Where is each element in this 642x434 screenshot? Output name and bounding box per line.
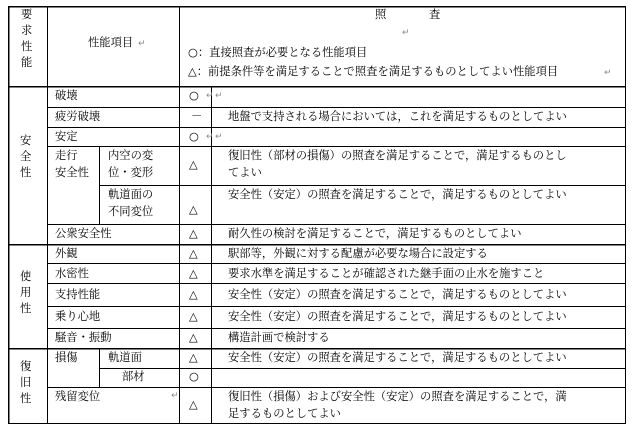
row-kobo-note: 耐久性の検討を満足することで，満足するものとしてよい: [228, 227, 522, 240]
row-hiro-mark: －: [191, 110, 203, 123]
row-soko-note1-b: てよい: [228, 166, 262, 179]
row-kobo-mark: △: [189, 227, 198, 240]
row-suimitsu-note: 要求水準を満足することが確認された継手面の止水を施すこと: [228, 267, 545, 280]
legend-circle: ○：直接照査が必要となる性能項目: [188, 46, 368, 59]
row-sonsho-sub1: 軌道面: [108, 351, 142, 364]
row-soko-note2: 安全性（安定）の照査を満足することで，満足するものとしてよい: [228, 188, 567, 201]
para-mark: ↵: [215, 91, 223, 101]
safety-char-2: 全: [20, 150, 32, 163]
row-soko-item-2: 安全性: [55, 166, 89, 179]
para-mark: ↵: [171, 391, 179, 401]
req-col-char-3: 性: [21, 40, 33, 53]
para-mark: ↵: [206, 91, 214, 101]
row-antei-item: 安定: [55, 130, 78, 143]
row-soon-item: 騒音・振動: [55, 331, 112, 344]
usability-char-1: 使: [20, 270, 32, 283]
row-zanryu-note-b: 足するものとしてよい: [228, 407, 341, 420]
row-shiji-note: 安全性（安定）の照査を満足することで，満足するものとしてよい: [228, 288, 567, 301]
row-norigokochi-note: 安全性（安定）の照査を満足することで，満足するものとしてよい: [228, 310, 567, 323]
row-sonsho-mark1: △: [189, 351, 198, 364]
usability-char-2: 用: [20, 286, 32, 299]
row-antei-mark: ○: [189, 130, 199, 143]
safety-char-1: 安: [20, 134, 32, 147]
legend-triangle: △：前提条件等を満足することで照査を満足するものとしてよい性能項目: [188, 65, 559, 78]
row-hakai-item: 破壊: [55, 89, 78, 102]
row-kobo-item: 公衆安全性: [55, 227, 112, 240]
usability-char-3: 性: [20, 302, 32, 315]
row-shiji-mark: △: [189, 288, 198, 301]
row-soko-mark1: △: [189, 158, 198, 171]
row-zanryu-item: 残留変位: [55, 390, 101, 403]
row-gaikan-item: 外観: [55, 247, 78, 260]
row-shiji-item: 支持性能: [55, 288, 101, 301]
row-zanryu-note-a: 復旧性（損傷）および安全性（安定）の照査を満足することで，満: [228, 390, 567, 403]
row-soko-sub1-b: 位・変形: [108, 166, 154, 179]
row-zanryu-mark: △: [189, 398, 198, 411]
row-norigokochi-item: 乗り心地: [55, 310, 101, 323]
row-hakai-mark: ○: [189, 89, 199, 102]
row-soko-sub2-a: 軌道面の: [108, 188, 154, 201]
row-soko-note1-a: 復旧性（部材の損傷）の照査を満足することで，満足するものとし: [228, 149, 567, 162]
performance-table: [8, 6, 626, 424]
row-soko-mark2: △: [189, 203, 198, 216]
row-sonsho-item: 損傷: [55, 351, 78, 364]
perf-item-header: 性能項目: [88, 36, 134, 49]
row-sonsho-mark2: ○: [189, 370, 199, 383]
row-soko-sub1-a: 内空の変: [108, 149, 154, 162]
row-soon-mark: △: [189, 331, 198, 344]
check-title-char-1: 照: [375, 8, 387, 21]
row-suimitsu-mark: △: [189, 267, 198, 280]
para-mark: ↵: [604, 68, 612, 78]
check-title-char-2: 査: [429, 8, 441, 21]
row-sonsho-note1: 安全性（安定）の照査を満足することで，満足するものとしてよい: [228, 351, 567, 364]
para-mark: ↵: [206, 132, 214, 142]
req-col-char-2: 求: [21, 24, 33, 37]
row-suimitsu-item: 水密性: [55, 267, 89, 280]
para-mark: ↵: [215, 132, 223, 142]
row-soon-note: 構造計画で検討する: [228, 331, 330, 344]
row-hiro-item: 疲労破壊: [55, 110, 101, 123]
restoration-char-2: 旧: [20, 376, 32, 389]
row-sonsho-sub2: 部材: [122, 370, 145, 383]
restoration-char-3: 性: [20, 392, 32, 405]
row-hiro-note: 地盤で支持される場合においては，これを満足するものとしてよい: [228, 110, 567, 123]
req-col-char-4: 能: [21, 56, 33, 69]
para-mark: ↵: [402, 28, 410, 38]
safety-char-3: 性: [20, 166, 32, 179]
restoration-char-1: 復: [20, 360, 32, 373]
row-gaikan-mark: △: [189, 247, 198, 260]
req-col-char-1: 要: [21, 8, 33, 21]
row-soko-sub2-b: 不同変位: [108, 205, 154, 218]
para-mark: ↵: [138, 39, 146, 49]
row-gaikan-note: 駅部等，外観に対する配慮が必要な場合に設定する: [228, 247, 488, 260]
row-soko-item-1: 走行: [55, 149, 78, 162]
row-norigokochi-mark: △: [189, 310, 198, 323]
